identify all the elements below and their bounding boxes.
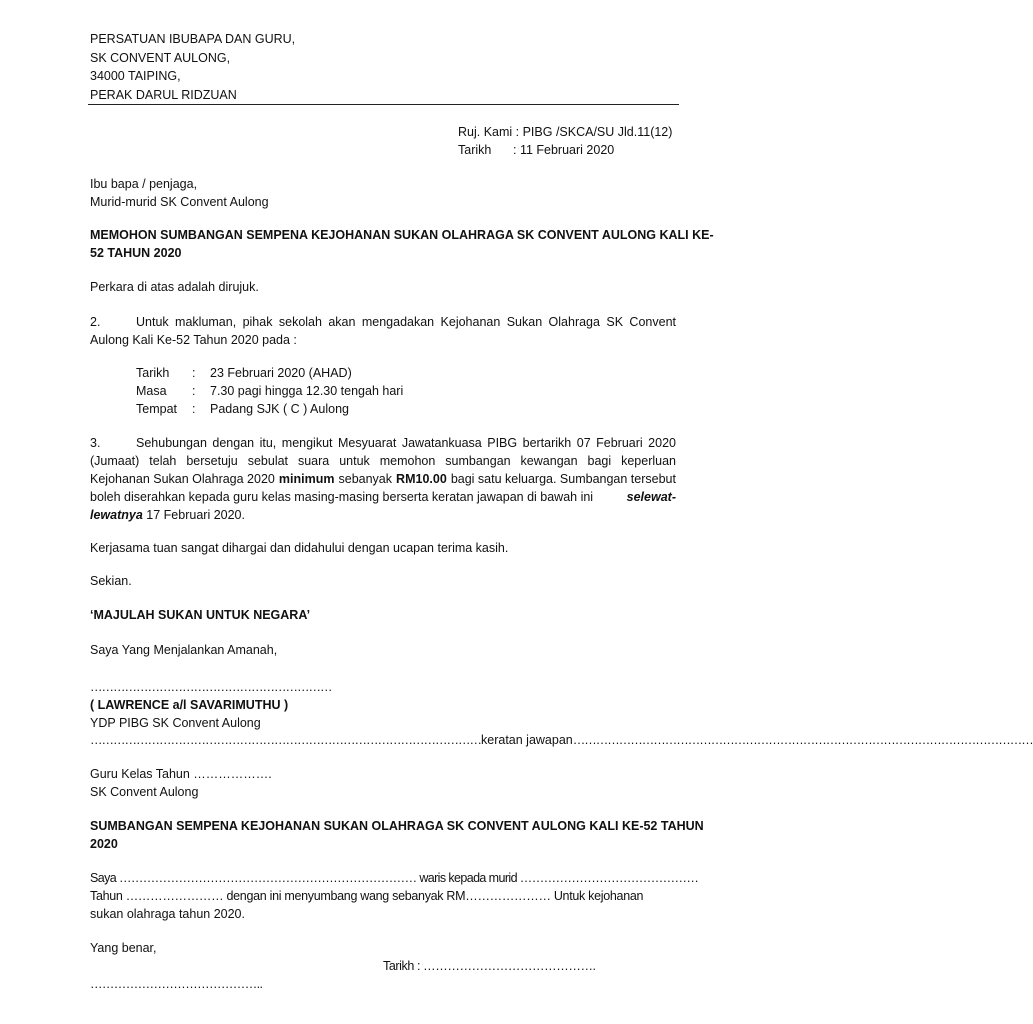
- deadline-emphasis: selewat-: [626, 490, 676, 504]
- reply-date-field: Tarikh : …………………………………….: [383, 959, 596, 973]
- detail-label: Tempat: [136, 402, 177, 416]
- sekian: Sekian.: [90, 574, 132, 588]
- detail-row-place: [136, 400, 349, 418]
- sender-line-2: SK CONVENT AULONG,: [90, 51, 231, 65]
- reference-date-value: : 11 Februari 2020: [513, 143, 615, 157]
- header-divider: [88, 104, 679, 105]
- deadline-date: 17 Februari 2020: [146, 508, 242, 522]
- cut-line: [90, 731, 1033, 749]
- detail-colon: :: [192, 384, 196, 398]
- subject-line-2: 52 TAHUN 2020: [90, 246, 182, 260]
- signature-line: ………………………………………………………: [90, 680, 332, 694]
- reply-signature-line: ……………………………………..: [90, 977, 263, 991]
- paragraph-2-line-2: Aulong Kali Ke-52 Tahun 2020 pada :: [90, 333, 297, 347]
- detail-colon: :: [192, 366, 196, 380]
- amount-emphasis: RM10.00: [396, 472, 447, 486]
- detail-colon: :: [192, 402, 196, 416]
- reference-date-label: Tarikh: [458, 143, 492, 157]
- signatory-name: ( LAWRENCE a/l SAVARIMUTHU ): [90, 698, 289, 712]
- detail-row-time: [136, 382, 403, 400]
- sender-line-3: 34000 TAIPING,: [90, 69, 181, 83]
- reply-title-line-1: SUMBANGAN SEMPENA KEJOHANAN SUKAN OLAHRAGA SK CONVENT AULONG KALI KE-52 TAHUN: [90, 819, 704, 833]
- closing: Yang benar,: [90, 941, 157, 955]
- text-span: Kejohanan Sukan Olahraga 2020: [90, 472, 275, 486]
- paragraph-2-number: 2.: [90, 315, 101, 329]
- paragraph-2-line-1: Untuk makluman, pihak sekolah akan mengadakan Kejohanan Sukan Olahraga SK Convent: [136, 315, 676, 329]
- cut-dots-right: …………………………………………………………………………………………………………: [572, 733, 1033, 747]
- text-span: bagi satu keluarga. Sumbangan tersebut: [450, 472, 676, 486]
- deadline-emphasis: lewatnya: [90, 508, 143, 522]
- school-name: SK Convent Aulong: [90, 785, 199, 799]
- detail-label: Masa: [136, 384, 167, 398]
- sender-line-4: PERAK DARUL RIDZUAN: [90, 88, 237, 102]
- reference-date: [458, 141, 614, 159]
- detail-label: Tarikh: [136, 366, 170, 380]
- reply-body-line-2: Tahun …………………… dengan ini menyumbang wang sebanyak RM………………… Untuk kejohanan: [90, 889, 644, 903]
- paragraph-4: Kerjasama tuan sangat dihargai dan didahului dengan ucapan terima kasih.: [90, 541, 509, 555]
- reply-body-line-3: sukan olahraga tahun 2020.: [90, 907, 245, 921]
- detail-value: 7.30 pagi hingga 12.30 tengah hari: [210, 384, 404, 398]
- cut-dots-left: …………………………………………………………………………………………: [90, 733, 481, 747]
- signatory-title: YDP PIBG SK Convent Aulong: [90, 716, 261, 730]
- detail-value: Padang SJK ( C ) Aulong: [210, 402, 349, 416]
- reply-body-line-1: Saya ………………………………………………………………… waris kepada murid ………………………………………: [90, 871, 699, 885]
- paragraph-3-line-5: [90, 506, 245, 524]
- sender-line-1: PERSATUAN IBUBAPA DAN GURU,: [90, 32, 296, 46]
- text-span: sebanyak: [338, 472, 393, 486]
- cut-line-label: keratan jawapan: [481, 733, 573, 747]
- paragraph-3-number: 3.: [90, 436, 101, 450]
- class-teacher-line: Guru Kelas Tahun ……………….: [90, 767, 272, 781]
- paragraph-1: Perkara di atas adalah dirujuk.: [90, 280, 259, 294]
- recipient-line-1: Ibu bapa / penjaga,: [90, 177, 198, 191]
- detail-row-date: [136, 364, 352, 382]
- minimum-emphasis: minimum: [278, 472, 335, 486]
- paragraph-3-line-3: [90, 470, 676, 488]
- subject-line-1: MEMOHON SUMBANGAN SEMPENA KEJOHANAN SUKAN OLAHRAGA SK CONVENT AULONG KALI KE-: [90, 228, 714, 242]
- paragraph-3-line-1: Sehubungan dengan itu, mengikut Mesyuarat Jawatankuasa PIBG bertarikh 07 Februari 2020: [136, 436, 676, 450]
- paragraph-3-line-4: [90, 488, 676, 506]
- detail-value: 23 Februari 2020 (AHAD): [210, 366, 352, 380]
- text-span: .: [241, 508, 245, 522]
- recipient-line-2: Murid-murid SK Convent Aulong: [90, 195, 269, 209]
- reference-number: Ruj. Kami : PIBG /SKCA/SU Jld.11(12): [458, 125, 673, 139]
- reply-title-line-2: 2020: [90, 837, 118, 851]
- motto: ‘MAJULAH SUKAN UNTUK NEGARA’: [90, 608, 311, 622]
- amanah: Saya Yang Menjalankan Amanah,: [90, 643, 278, 657]
- text-span: boleh diserahkan kepada guru kelas masing-masing berserta keratan jawapan di bawah ini: [90, 490, 594, 504]
- paragraph-3-line-2: (Jumaat) telah bersetuju sebulat suara untuk memohon sumbangan kewangan bagi keperluan: [90, 454, 676, 468]
